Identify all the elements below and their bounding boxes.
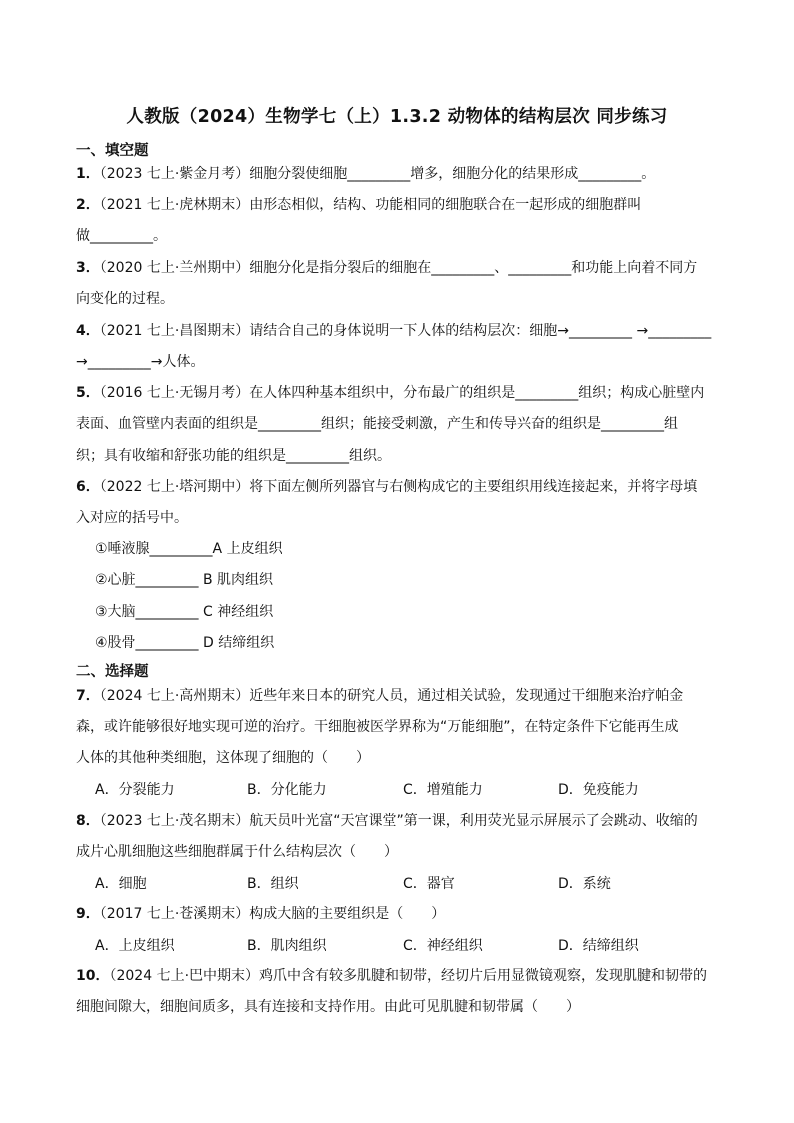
question-text: 航天员叶光富“天宫课堂”第一课，利用荧光显示屏展示了会跳动、收缩的 — [249, 813, 698, 829]
option-b[interactable]: B．组织 — [247, 876, 299, 892]
question-6-line-2: 入对应的括号中。 — [76, 510, 188, 526]
question-source: （2020 七上·兰州期中） — [99, 260, 250, 276]
option-d[interactable]: D．结缔组织 — [558, 938, 639, 954]
question-text: 构成大脑的主要组织是（ ） — [249, 906, 446, 922]
option-b[interactable]: B．分化能力 — [247, 782, 327, 798]
question-source: （2022 七上·塔河期中） — [99, 479, 250, 495]
question-9 — [76, 904, 445, 924]
question-text: 细胞分化是指分裂后的细胞在_________、_________和功能上向着不同方 — [249, 260, 698, 276]
question-text: 请结合自己的身体说明一下人体的结构层次：细胞→_________ →_________ — [249, 323, 712, 339]
answer-options — [76, 935, 716, 955]
question-text: 在人体四种基本组织中，分布最广的组织是_________组织；构成心脏壁内 — [249, 385, 705, 401]
question-source: （2021 七上·昌图期末） — [99, 323, 250, 339]
question-1 — [76, 164, 655, 184]
option-a[interactable]: A．分裂能力 — [95, 782, 175, 798]
question-source: （2023 七上·紫金月考） — [99, 166, 250, 182]
question-number: 5． — [76, 385, 100, 401]
question-source: （2017 七上·苍溪期末） — [99, 906, 250, 922]
question-8-line-2: 成片心肌细胞这些细胞群属于什么结构层次（ ） — [76, 844, 398, 860]
question-text: 近些年来日本的研究人员，通过相关试验，发现通过干细胞来治疗帕金 — [249, 688, 684, 704]
match-item: ①唾液腺_________A 上皮组织 — [95, 541, 283, 557]
page-title: 人教版（2024）生物学七（上）1.3.2 动物体的结构层次 同步练习 — [126, 107, 668, 127]
question-6 — [76, 477, 697, 497]
question-number: 3． — [76, 260, 100, 276]
question-7-line-3: 人体的其他种类细胞，这体现了细胞的（ ） — [76, 750, 370, 766]
option-c[interactable]: C．神经组织 — [403, 938, 483, 954]
question-number: 2． — [76, 197, 100, 213]
match-item: ②心脏_________ B 肌肉组织 — [95, 572, 274, 588]
question-number: 6． — [76, 479, 100, 495]
question-7 — [76, 686, 683, 706]
answer-options — [76, 779, 716, 799]
option-c[interactable]: C．器官 — [403, 876, 455, 892]
question-10 — [76, 966, 707, 986]
question-8 — [76, 811, 698, 831]
question-text: 将下面左侧所列器官与右侧构成它的主要组织用线连接起来，并将字母填 — [249, 479, 698, 495]
question-number: 9． — [76, 906, 100, 922]
question-number: 1． — [76, 166, 100, 182]
option-a[interactable]: A．上皮组织 — [95, 938, 175, 954]
question-number: 10． — [76, 968, 110, 984]
question-10-line-2: 细胞间隙大，细胞间质多，具有连接和支持作用。由此可见肌腱和韧带属（ ） — [76, 999, 580, 1015]
question-5 — [76, 383, 704, 403]
question-4-line-2: →_________→人体。 — [76, 354, 205, 370]
question-5-line-3: 织；具有收缩和舒张功能的组织是_________组织。 — [76, 448, 391, 464]
option-d[interactable]: D．免疫能力 — [558, 782, 639, 798]
option-c[interactable]: C．增殖能力 — [403, 782, 483, 798]
question-2-line-2: 做_________。 — [76, 228, 167, 244]
match-item: ④股骨_________ D 结缔组织 — [95, 635, 275, 651]
question-2 — [76, 195, 641, 215]
option-a[interactable]: A．细胞 — [95, 876, 147, 892]
option-b[interactable]: B．肌肉组织 — [247, 938, 327, 954]
section-heading-choice: 二、选择题 — [76, 664, 149, 680]
section-heading-fill-blank: 一、填空题 — [76, 143, 149, 159]
question-5-line-2: 表面、血管壁内表面的组织是_________组织；能接受刺激，产生和传导兴奋的组织是_________组 — [76, 416, 678, 432]
match-item: ③大脑_________ C 神经组织 — [95, 604, 274, 620]
question-source: （2021 七上·虎林期末） — [99, 197, 250, 213]
question-number: 4． — [76, 323, 100, 339]
question-source: （2023 七上·茂名期末） — [99, 813, 250, 829]
question-source: （2024 七上·巴中期末） — [109, 968, 260, 984]
question-4 — [76, 321, 711, 341]
option-d[interactable]: D．系统 — [558, 876, 611, 892]
question-text: 细胞分裂使细胞_________增多，细胞分化的结果形成_________。 — [249, 166, 656, 182]
question-text: 鸡爪中含有较多肌腱和韧带，经切片后用显微镜观察，发现肌腱和韧带的 — [259, 968, 708, 984]
question-3-line-2: 向变化的过程。 — [76, 291, 174, 307]
answer-options — [76, 873, 716, 893]
question-number: 7． — [76, 688, 100, 704]
question-3 — [76, 258, 697, 278]
question-source: （2024 七上·高州期末） — [99, 688, 250, 704]
question-text: 由形态相似，结构、功能相同的细胞联合在一起形成的细胞群叫 — [249, 197, 642, 213]
question-source: （2016 七上·无锡月考） — [99, 385, 250, 401]
question-number: 8． — [76, 813, 100, 829]
question-7-line-2: 森，或许能够很好地实现可逆的治疗。干细胞被医学界称为“万能细胞”，在特定条件下它能再生成 — [76, 719, 679, 735]
